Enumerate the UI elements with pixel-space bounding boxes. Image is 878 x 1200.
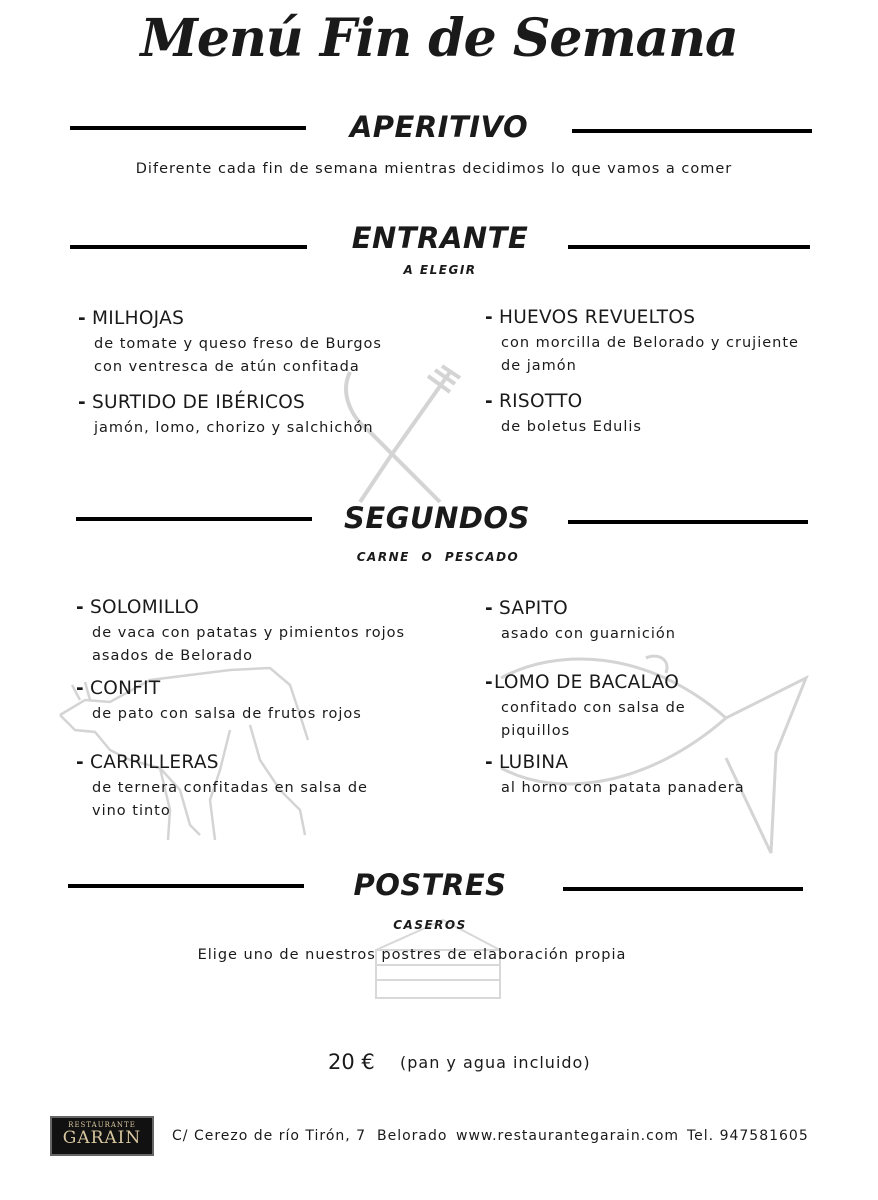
- aperitivo-description: Diferente cada fin de semana mientras decidimos lo que vamos a comer: [135, 161, 733, 177]
- menu-price: 20 €: [328, 1050, 375, 1074]
- item-name: LUBINA: [498, 752, 569, 773]
- footer-phone: Tel. 947581605: [687, 1128, 809, 1144]
- item-description: de boletus Edulis: [501, 419, 642, 435]
- divider-line: [70, 245, 307, 249]
- item-description: de vaca con patatas y pimientos rojos: [92, 625, 406, 641]
- item-name: HUEVOS REVUELTOS: [498, 307, 696, 328]
- menu-item: [76, 751, 416, 823]
- item-description: confitado con salsa de: [501, 700, 686, 716]
- divider-line: [70, 126, 306, 130]
- item-name: MILHOJAS: [91, 308, 185, 329]
- price-note: (pan y agua incluido): [400, 1053, 591, 1072]
- section-title-entrante: ENTRANTE: [351, 221, 529, 255]
- item-name: CONFIT: [89, 678, 161, 699]
- menu-item: [485, 306, 835, 378]
- item-description: asados de Belorado: [92, 648, 253, 664]
- divider-line: [572, 129, 812, 133]
- restaurant-logo: [50, 1116, 154, 1156]
- menu-item: [76, 596, 436, 668]
- item-description: de jamón: [501, 358, 577, 374]
- divider-line: [76, 517, 312, 521]
- item-description: piquillos: [501, 723, 571, 739]
- item-description: asado con guarnición: [501, 626, 676, 642]
- item-name: SAPITO: [498, 598, 569, 619]
- section-title-aperitivo: APERITIVO: [349, 110, 529, 144]
- postres-description: Elige uno de nuestros postres de elaboración propia: [197, 947, 627, 963]
- menu-item: [78, 391, 408, 440]
- item-name: RISOTTO: [498, 391, 583, 412]
- divider-line: [568, 520, 808, 524]
- item-description: de pato con salsa de frutos rojos: [92, 706, 362, 722]
- item-name: LOMO DE BACALAO: [493, 672, 680, 693]
- divider-line: [563, 887, 803, 891]
- bullet-dash: -: [485, 672, 493, 693]
- item-name: CARRILLERAS: [89, 752, 219, 773]
- item-description: jamón, lomo, chorizo y salchichón: [94, 420, 374, 436]
- menu-item: [485, 597, 815, 646]
- menu-item: [485, 390, 815, 439]
- logo-big-text: GARAIN: [62, 1128, 142, 1148]
- item-description: al horno con patata panadera: [501, 780, 745, 796]
- footer-address: C/ Cerezo de río Tirón, 7 Belorado: [172, 1128, 448, 1144]
- item-description: vino tinto: [92, 803, 171, 819]
- footer-website[interactable]: www.restaurantegarain.com: [456, 1128, 680, 1144]
- bullet-dash: -: [485, 752, 493, 773]
- menu-item: [76, 677, 406, 726]
- divider-line: [68, 884, 304, 888]
- item-description: con morcilla de Belorado y crujiente: [501, 335, 799, 351]
- item-description: de ternera confitadas en salsa de: [92, 780, 368, 796]
- menu-item: [485, 751, 815, 800]
- bullet-dash: -: [485, 307, 493, 328]
- divider-line: [568, 245, 810, 249]
- item-name: SOLOMILLO: [89, 597, 200, 618]
- bullet-dash: -: [485, 391, 493, 412]
- item-description: de tomate y queso freso de Burgos: [94, 336, 382, 352]
- section-subtitle-entrante: A ELEGIR: [403, 263, 477, 277]
- logo-small-text: RESTAURANTE: [68, 1121, 136, 1129]
- bullet-dash: -: [78, 392, 86, 413]
- bullet-dash: -: [76, 678, 84, 699]
- section-title-postres: POSTRES: [353, 868, 507, 902]
- item-description: con ventresca de atún confitada: [94, 359, 360, 375]
- menu-item: [485, 671, 815, 743]
- menu-item: [78, 307, 408, 379]
- section-subtitle-segundos: CARNE O PESCADO: [356, 550, 520, 564]
- item-name: SURTIDO DE IBÉRICOS: [91, 392, 306, 413]
- bullet-dash: -: [76, 752, 84, 773]
- section-title-segundos: SEGUNDOS: [344, 501, 530, 535]
- bullet-dash: -: [78, 308, 86, 329]
- section-subtitle-postres: CASEROS: [393, 918, 467, 932]
- bullet-dash: -: [485, 598, 493, 619]
- menu-title: Menú Fin de Semana: [140, 8, 738, 69]
- bullet-dash: -: [76, 597, 84, 618]
